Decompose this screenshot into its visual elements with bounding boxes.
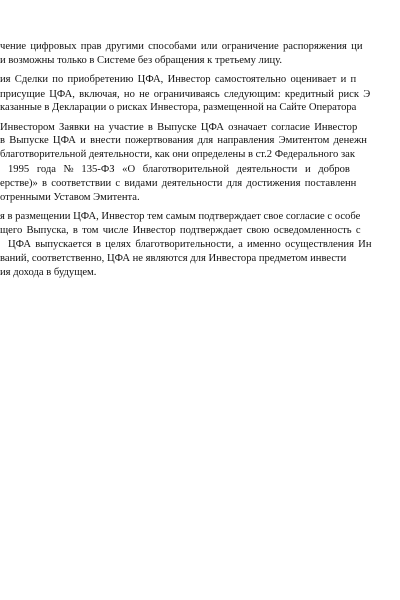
- paragraph-3-line-6: отренными Уставом Эмитента.: [0, 192, 140, 203]
- paragraph-4-line-5: ия дохода в будущем.: [0, 267, 97, 278]
- paragraph-3-line-4: 1995 года № 135-ФЗ «О благотворительной деятельности и добров: [8, 164, 350, 175]
- paragraph-2-line-2: присущие ЦФА, включая, но не ограничиваясь следующим: кредитный риск Э: [0, 89, 371, 100]
- paragraph-3-line-1: Инвестором Заявки на участие в Выпуске ЦФА означает согласие Инвестор: [0, 122, 358, 133]
- paragraph-1-line-2: и возможны только в Системе без обращения к третьему лицу.: [0, 55, 283, 66]
- paragraph-4-line-4: ваний, соответственно, ЦФА не являются для Инвестора предметом инвести: [0, 253, 347, 264]
- paragraph-1-line-1: чение цифровых прав другими способами или ограничение распоряжения ци: [0, 41, 363, 52]
- paragraph-3-line-2: в Выпуске ЦФА и внести пожертвования для направления Эмитентом денежн: [0, 135, 367, 146]
- paragraph-4-line-2: щего Выпуска, в том числе Инвестор подтверждает свою осведомленность с: [0, 225, 361, 236]
- paragraph-4-line-3: ЦФА выпускается в целях благотворительности, а именно осуществления Ин: [8, 239, 372, 250]
- paragraph-4-line-1: я в размещении ЦФА, Инвестор тем самым подтверждает свое согласие с особе: [0, 211, 361, 222]
- paragraph-3-line-5: ерстве)» в соответствии с видами деятельности для достижения поставленн: [0, 178, 357, 189]
- paragraph-3-line-3: благотворительной деятельности, как они определены в ст.2 Федерального зак: [0, 149, 355, 160]
- paragraph-2-line-3: казанные в Декларации о рисках Инвестора, размещенной на Сайте Оператора: [0, 102, 357, 113]
- paragraph-2-line-1: ия Сделки по приобретению ЦФА, Инвестор самостоятельно оценивает и п: [0, 74, 357, 85]
